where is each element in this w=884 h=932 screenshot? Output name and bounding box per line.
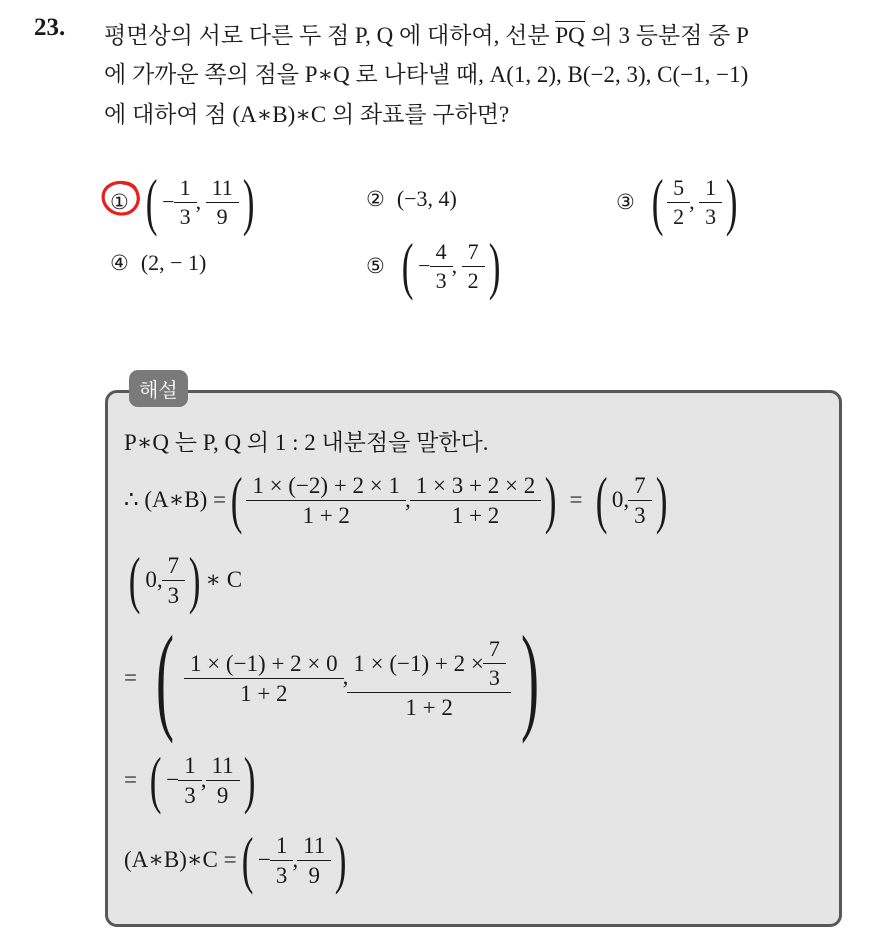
fraction: $\frac{1}{3}$ bbox=[177, 177, 194, 228]
fraction: $\frac{1 \times 3 + 2 \times 2}{1 + 2}$ bbox=[413, 474, 538, 527]
choice-number: ③ bbox=[616, 190, 635, 214]
comma: , bbox=[292, 847, 299, 872]
choice-2[interactable] bbox=[366, 186, 457, 212]
choice-1[interactable] bbox=[110, 166, 259, 237]
minus-sign: − bbox=[257, 847, 271, 872]
comma: , bbox=[342, 664, 349, 689]
fraction: 1 × (−1) + 2 × $\frac{7}{3}$ 1 + 2 bbox=[350, 638, 507, 719]
solution-line-3 bbox=[124, 544, 243, 615]
minus-sign: − bbox=[162, 189, 175, 214]
equation-lhs: (A∗B)∗C = bbox=[124, 847, 237, 872]
left-paren: ( bbox=[145, 166, 158, 237]
fraction: $\frac{7}{2}$ bbox=[465, 241, 482, 292]
right-paren: ) bbox=[488, 230, 501, 301]
fraction: $\frac{7}{3}$ bbox=[165, 554, 183, 607]
right-paren: ) bbox=[242, 166, 255, 237]
question-line-2: 에 가까운 쪽의 점을 P∗Q 로 나타낼 때, A(1, 2), B(−2, 3), C(−1, −1) bbox=[104, 62, 749, 87]
right-paren: ) bbox=[725, 166, 738, 237]
left-paren: ( bbox=[401, 230, 414, 301]
question-line-3: 에 대하여 점 (A∗B)∗C 의 좌표를 구하면? bbox=[104, 102, 510, 127]
right-paren: ) bbox=[544, 464, 557, 535]
choice-number: ② bbox=[366, 187, 385, 211]
question-text: 의 3 등분점 중 P bbox=[584, 23, 749, 48]
solution-line-6 bbox=[124, 824, 352, 895]
minus-sign: − bbox=[166, 767, 180, 792]
equals-sign: = bbox=[569, 487, 583, 512]
solution-label: 해설 bbox=[129, 370, 188, 407]
right-paren: ) bbox=[335, 824, 347, 895]
question-number: 23. bbox=[34, 14, 66, 41]
fraction: $\frac{4}{3}$ bbox=[433, 241, 450, 292]
solution-line-4 bbox=[124, 611, 550, 744]
fraction: $\frac{1}{3}$ bbox=[181, 754, 199, 807]
right-paren: ) bbox=[655, 464, 668, 535]
choice-number: ④ bbox=[110, 251, 129, 275]
equation-lhs: ∴ (A∗B) = bbox=[124, 487, 227, 512]
fraction: $\frac{5}{2}$ bbox=[670, 177, 687, 228]
left-paren: ( bbox=[595, 464, 608, 535]
fraction: $\frac{11}{9}$ bbox=[209, 177, 236, 228]
question-text: 평면상의 서로 다른 두 점 P, Q 에 대하여, 선분 bbox=[104, 23, 556, 48]
left-paren: ( bbox=[230, 464, 243, 535]
comma: , bbox=[405, 487, 411, 512]
comma: , bbox=[200, 767, 207, 792]
equals-sign: = bbox=[124, 767, 137, 792]
fraction: $\frac{1 \times (-2) + 2 \times 1}{1 + 2}$ bbox=[249, 474, 403, 527]
choice-4[interactable] bbox=[110, 250, 206, 276]
right-paren: ) bbox=[188, 544, 201, 615]
right-paren: ) bbox=[520, 611, 539, 744]
fraction: $\frac{11}{9}$ bbox=[209, 754, 237, 807]
left-paren: ( bbox=[128, 544, 141, 615]
minus-sign: − bbox=[418, 253, 431, 278]
zero-coordinate: 0, bbox=[145, 567, 163, 592]
left-paren: ( bbox=[155, 611, 174, 744]
segment-pq: PQ bbox=[555, 23, 585, 48]
equals-sign: = bbox=[124, 665, 137, 690]
fraction: $\frac{1}{3}$ bbox=[702, 177, 719, 228]
fraction: $\frac{11}{9}$ bbox=[300, 834, 328, 887]
left-paren: ( bbox=[241, 824, 254, 895]
fraction: $\frac{1}{3}$ bbox=[273, 834, 291, 887]
question-line-1 bbox=[104, 17, 749, 50]
fraction: $\frac{7}{3}$ bbox=[631, 474, 649, 527]
fraction: $\frac{1 \times (-1) + 2 \times 0}{1 + 2}$ bbox=[187, 652, 341, 705]
comma: , bbox=[195, 189, 207, 214]
choice-value: (−3, 4) bbox=[396, 186, 457, 211]
choice-5[interactable] bbox=[366, 230, 505, 301]
solution-line-1: P∗Q 는 P, Q 의 1 : 2 내분점을 말한다. bbox=[124, 430, 489, 455]
left-paren: ( bbox=[651, 166, 664, 237]
choice-number: ⑤ bbox=[366, 254, 385, 278]
comma: , bbox=[689, 189, 701, 214]
solution-line-2 bbox=[124, 464, 672, 535]
left-paren: ( bbox=[149, 744, 162, 815]
zero-coordinate: 0, bbox=[611, 487, 630, 512]
star-c: ∗ C bbox=[205, 567, 243, 592]
choice-value: (2, − 1) bbox=[140, 250, 207, 275]
choice-3[interactable] bbox=[616, 166, 742, 237]
right-paren: ) bbox=[243, 744, 256, 815]
comma: , bbox=[451, 253, 463, 278]
choice-number: ① bbox=[110, 190, 129, 214]
solution-line-5 bbox=[124, 744, 260, 815]
